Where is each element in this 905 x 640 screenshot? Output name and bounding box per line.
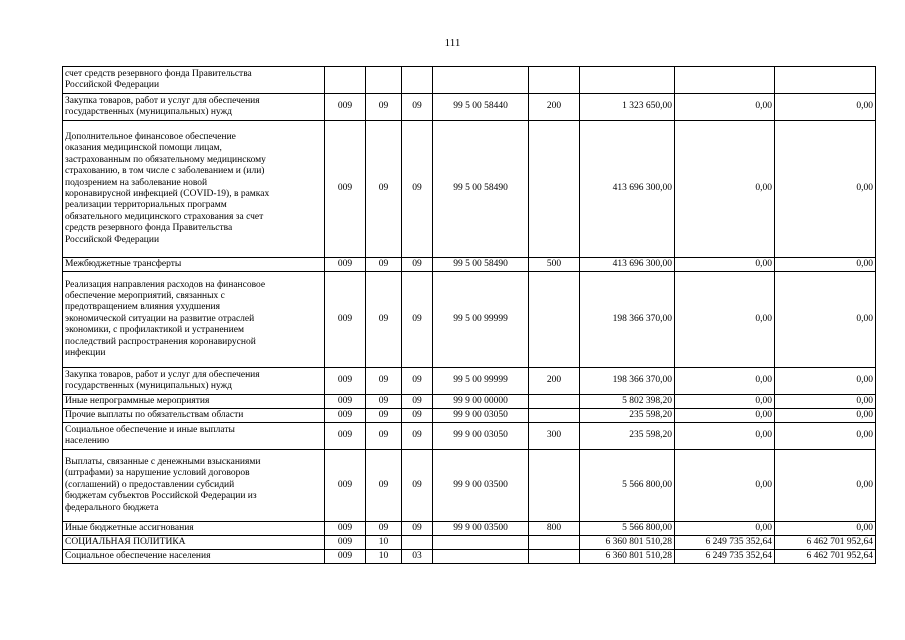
cell-grbs: 009 [325,272,366,368]
table-row [63,550,876,564]
cell-target-article: 99 9 00 03050 [433,423,529,450]
cell-target-article: 99 9 00 03050 [433,409,529,423]
cell-sum-2: 0,00 [675,121,775,258]
cell-sum-3: 6 462 701 952,64 [775,550,876,564]
cell-subsection [402,536,433,550]
cell-expense-type [529,450,580,522]
cell-expense-type [529,67,580,94]
cell-name: Иные бюджетные ассигнования [63,522,325,536]
cell-grbs: 009 [325,536,366,550]
cell-subsection: 09 [402,94,433,121]
cell-name: счет средств резервного фонда Правительства Российской Федерации [63,67,325,94]
cell-grbs: 009 [325,121,366,258]
cell-sum-1: 235 598,20 [580,423,675,450]
cell-target-article: 99 9 00 03500 [433,522,529,536]
cell-sum-2: 0,00 [675,368,775,395]
cell-target-article: 99 5 00 99999 [433,368,529,395]
cell-sum-2: 6 249 735 352,64 [675,536,775,550]
cell-subsection [402,67,433,94]
cell-target-article: 99 5 00 58490 [433,121,529,258]
cell-expense-type [529,409,580,423]
cell-sum-2: 0,00 [675,395,775,409]
cell-section: 09 [366,450,402,522]
cell-sum-3: 0,00 [775,450,876,522]
cell-section: 09 [366,272,402,368]
cell-sum-1: 413 696 300,00 [580,121,675,258]
cell-sum-1: 6 360 801 510,28 [580,536,675,550]
cell-name: Социальное обеспечение населения [63,550,325,564]
table-row [63,536,876,550]
cell-section: 09 [366,409,402,423]
cell-section: 09 [366,258,402,272]
cell-sum-2: 0,00 [675,409,775,423]
budget-table-body [63,67,876,564]
table-row [63,450,876,522]
cell-section: 10 [366,550,402,564]
cell-sum-3: 0,00 [775,258,876,272]
cell-section: 10 [366,536,402,550]
cell-sum-1: 198 366 370,00 [580,272,675,368]
cell-section: 09 [366,121,402,258]
cell-grbs: 009 [325,522,366,536]
table-row [63,522,876,536]
cell-expense-type: 300 [529,423,580,450]
cell-grbs: 009 [325,368,366,395]
cell-sum-3: 0,00 [775,522,876,536]
cell-name: Прочие выплаты по обязательствам области [63,409,325,423]
cell-expense-type: 800 [529,522,580,536]
cell-sum-2: 0,00 [675,258,775,272]
cell-section: 09 [366,423,402,450]
cell-name: Закупка товаров, работ и услуг для обеспечения государственных (муниципальных) нужд [63,94,325,121]
cell-target-article [433,67,529,94]
table-row [63,94,876,121]
cell-sum-3: 0,00 [775,423,876,450]
cell-sum-1: 413 696 300,00 [580,258,675,272]
cell-name: Реализация направления расходов на финансовое обеспечение мероприятий, связанных с предотвращением влияния ухудшения экономической ситуации на развитие отраслей экономики, с профилактикой и устранением последствий распространения коронавирусной инфекции [63,272,325,368]
table-row [63,121,876,258]
table-row [63,395,876,409]
cell-subsection: 09 [402,121,433,258]
cell-expense-type [529,121,580,258]
cell-section: 09 [366,368,402,395]
cell-subsection: 09 [402,450,433,522]
cell-grbs: 009 [325,258,366,272]
cell-sum-3: 6 462 701 952,64 [775,536,876,550]
cell-subsection: 03 [402,550,433,564]
cell-name: Социальное обеспечение и иные выплаты населению [63,423,325,450]
cell-subsection: 09 [402,395,433,409]
cell-section: 09 [366,395,402,409]
cell-sum-1: 5 566 800,00 [580,450,675,522]
cell-subsection: 09 [402,409,433,423]
cell-subsection: 09 [402,272,433,368]
cell-name: Межбюджетные трансферты [63,258,325,272]
cell-name: Иные непрограммные мероприятия [63,395,325,409]
cell-target-article: 99 9 00 00000 [433,395,529,409]
cell-expense-type [529,272,580,368]
cell-section: 09 [366,522,402,536]
cell-grbs: 009 [325,423,366,450]
cell-sum-2: 0,00 [675,522,775,536]
cell-expense-type: 500 [529,258,580,272]
cell-grbs [325,67,366,94]
cell-section: 09 [366,94,402,121]
table-row [63,67,876,94]
cell-target-article: 99 5 00 58440 [433,94,529,121]
cell-subsection: 09 [402,258,433,272]
cell-sum-1: 1 323 650,00 [580,94,675,121]
cell-grbs: 009 [325,450,366,522]
cell-grbs: 009 [325,409,366,423]
table-row [63,272,876,368]
cell-expense-type: 200 [529,368,580,395]
table-row [63,258,876,272]
cell-sum-1: 6 360 801 510,28 [580,550,675,564]
cell-sum-1: 5 802 398,20 [580,395,675,409]
cell-expense-type [529,536,580,550]
cell-grbs: 009 [325,395,366,409]
cell-sum-2 [675,67,775,94]
cell-expense-type: 200 [529,94,580,121]
cell-sum-2: 6 249 735 352,64 [675,550,775,564]
page-number: 111 [444,37,461,49]
cell-sum-2: 0,00 [675,94,775,121]
cell-sum-1: 5 566 800,00 [580,522,675,536]
cell-name: СОЦИАЛЬНАЯ ПОЛИТИКА [63,536,325,550]
cell-sum-3: 0,00 [775,121,876,258]
cell-target-article: 99 9 00 03500 [433,450,529,522]
cell-name: Выплаты, связанные с денежными взысканиями (штрафами) за нарушение условий договоров (соглашений) о предоставлении субсидий бюджетам субъектов Российской Федерации из федерального бюджета [63,450,325,522]
cell-subsection: 09 [402,368,433,395]
cell-sum-2: 0,00 [675,423,775,450]
cell-sum-1: 198 366 370,00 [580,368,675,395]
cell-expense-type [529,395,580,409]
cell-name: Закупка товаров, работ и услуг для обеспечения государственных (муниципальных) нужд [63,368,325,395]
cell-name: Дополнительное финансовое обеспечение оказания медицинской помощи лицам, застрахованным по обязательному медицинскому страхованию, в том числе с заболеванием и (или) подозрением на заболевание новой коронавирусной инфекцией (COVID-19), в рамках реализации территориальных программ обязательного медицинского страхования за счет средств резервного фонда Правительства Российской Федерации [63,121,325,258]
cell-sum-2: 0,00 [675,450,775,522]
cell-expense-type [529,550,580,564]
cell-section [366,67,402,94]
table-row [63,423,876,450]
cell-sum-3: 0,00 [775,94,876,121]
cell-sum-3: 0,00 [775,368,876,395]
cell-grbs: 009 [325,94,366,121]
cell-subsection: 09 [402,522,433,536]
cell-target-article: 99 5 00 99999 [433,272,529,368]
cell-sum-1 [580,67,675,94]
cell-target-article [433,536,529,550]
budget-table [62,66,876,564]
table-row [63,368,876,395]
cell-sum-2: 0,00 [675,272,775,368]
cell-target-article: 99 5 00 58490 [433,258,529,272]
cell-sum-3: 0,00 [775,409,876,423]
cell-sum-3: 0,00 [775,272,876,368]
cell-target-article [433,550,529,564]
cell-subsection: 09 [402,423,433,450]
cell-sum-3: 0,00 [775,395,876,409]
cell-grbs: 009 [325,550,366,564]
table-row [63,409,876,423]
cell-sum-1: 235 598,20 [580,409,675,423]
cell-sum-3 [775,67,876,94]
